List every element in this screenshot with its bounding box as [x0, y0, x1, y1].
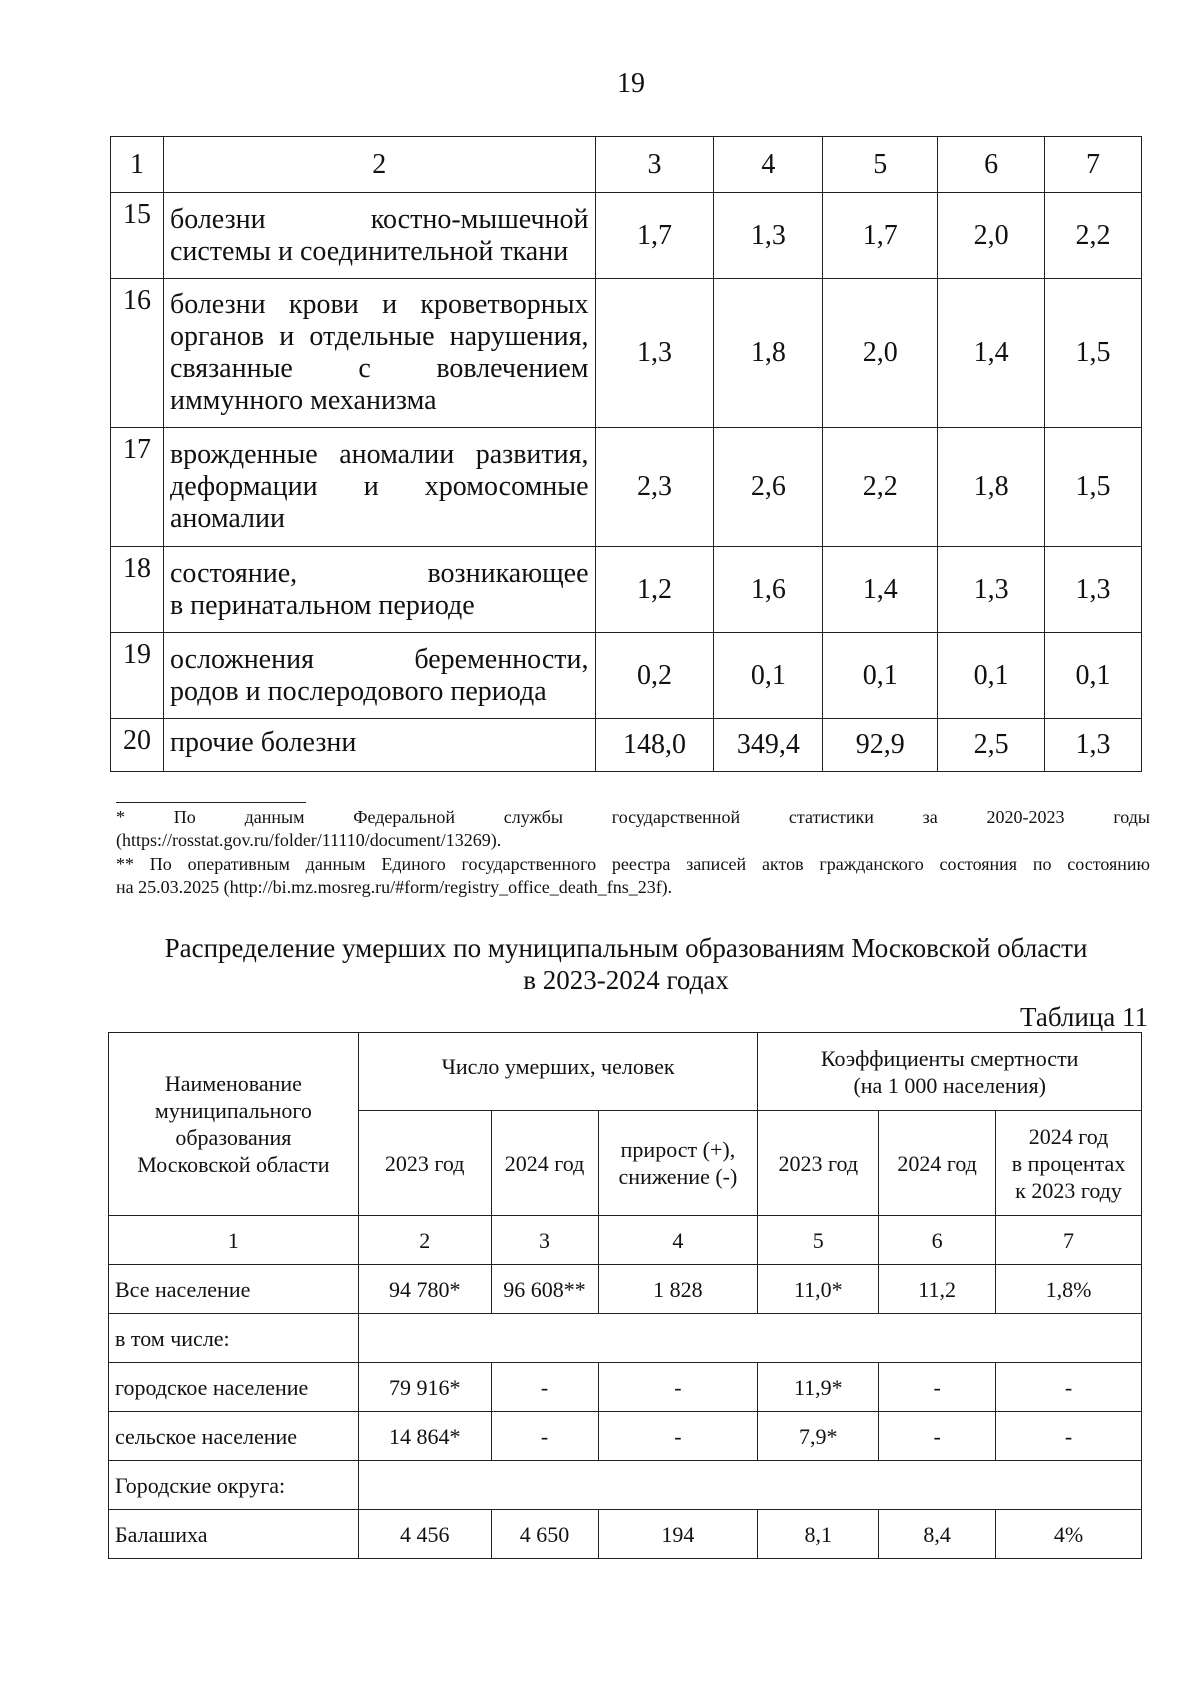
footnote-1-line1: * По данным Федеральной службы государственной статистики за 2020-2023 годы — [116, 807, 1150, 827]
footnote-2-line1: ** По оперативным данным Единого государственного реестра записей актов гражданского состояния по состоянию — [116, 854, 1150, 874]
t1-cause-line: связанные с вовлечением — [169, 353, 589, 384]
t1-value-col-4: 1,8 — [714, 279, 823, 428]
h-name-l4: Московской области — [137, 1152, 330, 1177]
t1-value-col-5: 92,9 — [823, 719, 938, 772]
t2-cell-col-6: - — [879, 1412, 996, 1461]
table-title-line1: Распределение умерших по муниципальным образованиям Московской области — [164, 933, 1088, 963]
h-pct-l1: 2024 год — [1028, 1123, 1109, 1149]
t1-value-col-6: 1,8 — [938, 428, 1045, 547]
t1-cause-line: болезни крови и кроветворных — [169, 289, 589, 320]
t2-cell-col-4: - — [598, 1363, 758, 1412]
t1-value-col-5: 1,7 — [823, 193, 938, 279]
t1-header-col-4: 4 — [714, 137, 823, 193]
t1-header-col-7: 7 — [1045, 137, 1142, 193]
h-pct — [996, 1111, 1142, 1216]
t1-value-col-3: 1,3 — [595, 279, 714, 428]
t1-value-col-6: 1,4 — [938, 279, 1045, 428]
t2-section-label: Городские округа: — [109, 1461, 359, 1510]
h-deaths-2024: 2024 год — [491, 1111, 598, 1216]
t1-cause-line: осложнения беременности, — [169, 643, 589, 675]
t2-cell-col-5: 11,9* — [758, 1363, 879, 1412]
h-growth-l2: снижение (-) — [618, 1164, 738, 1189]
h-name-l2: муниципального — [154, 1098, 312, 1123]
table-number: Таблица 11 — [1020, 1002, 1148, 1032]
t1-cause-line: системы и соединительной ткани — [169, 235, 569, 267]
h-coef-2023: 2023 год — [758, 1111, 879, 1216]
t1-value-col-3: 2,3 — [595, 428, 714, 547]
t1-row — [111, 193, 1142, 279]
deaths-by-municipality-table — [108, 1032, 1142, 1559]
t1-row-number: 20 — [111, 719, 164, 772]
t1-value-col-3: 1,2 — [595, 547, 714, 633]
t1-value-col-3: 1,7 — [595, 193, 714, 279]
footnote-1 — [116, 806, 1150, 852]
t2-row-label: сельское население — [109, 1412, 359, 1461]
t2-cell-col-5: 8,1 — [758, 1510, 879, 1559]
t1-value-col-5: 2,0 — [823, 279, 938, 428]
t1-value-col-7: 2,2 — [1045, 193, 1142, 279]
h-coef-l1: Коэффициенты смертности — [820, 1045, 1079, 1071]
column-number-row — [109, 1216, 1142, 1265]
t2-cell-col-4: 194 — [598, 1510, 758, 1559]
t1-value-col-7: 1,5 — [1045, 428, 1142, 547]
colnum-1: 1 — [109, 1216, 359, 1265]
t1-cause-line: аномалии — [169, 503, 285, 534]
header-row-1 — [109, 1033, 1142, 1111]
t1-value-col-3: 148,0 — [595, 719, 714, 772]
t1-value-col-7: 1,5 — [1045, 279, 1142, 428]
t2-cell-col-5: 7,9* — [758, 1412, 879, 1461]
h-coef-2024: 2024 год — [879, 1111, 996, 1216]
t1-cause-line: состояние, возникающее — [169, 557, 589, 589]
t2-row-label: городское население — [109, 1363, 359, 1412]
colnum-3: 3 — [491, 1216, 598, 1265]
t2-cell-col-3: 4 650 — [491, 1510, 598, 1559]
t1-row-number: 17 — [111, 428, 164, 547]
h-name-l1: Наименование — [164, 1071, 302, 1096]
t1-cause-line: болезни костно-мышечной — [169, 203, 589, 235]
t1-cause — [163, 279, 595, 428]
t1-value-col-6: 0,1 — [938, 633, 1045, 719]
t1-value-col-4: 349,4 — [714, 719, 823, 772]
h-pct-l2: в процентах — [1011, 1150, 1126, 1176]
t2-data-row — [109, 1412, 1142, 1461]
colnum-7: 7 — [996, 1216, 1142, 1265]
t2-cell-col-2: 79 916* — [358, 1363, 491, 1412]
table-title — [110, 932, 1142, 996]
t2-cell-col-6: - — [879, 1363, 996, 1412]
t1-value-col-4: 2,6 — [714, 428, 823, 547]
t2-cell-col-7: - — [996, 1363, 1142, 1412]
t1-row-number: 19 — [111, 633, 164, 719]
t1-value-col-5: 1,4 — [823, 547, 938, 633]
t1-cause — [163, 719, 595, 772]
footnote-1-line2: (https://rosstat.gov.ru/folder/11110/document/13269). — [116, 830, 502, 850]
h-name-l3: образования — [175, 1125, 292, 1150]
t1-value-col-4: 0,1 — [714, 633, 823, 719]
t2-cell-col-4: 1 828 — [598, 1265, 758, 1314]
t1-value-col-6: 1,3 — [938, 547, 1045, 633]
t2-row-label: Все население — [109, 1265, 359, 1314]
t1-header-col-6: 6 — [938, 137, 1045, 193]
colnum-2: 2 — [358, 1216, 491, 1265]
t1-header-col-5: 5 — [823, 137, 938, 193]
t2-cell-col-7: 4% — [996, 1510, 1142, 1559]
t1-row — [111, 428, 1142, 547]
t1-cause — [163, 633, 595, 719]
header-name-cell — [109, 1033, 359, 1216]
t2-data-row — [109, 1510, 1142, 1559]
t1-value-col-7: 1,3 — [1045, 547, 1142, 633]
t2-section-empty — [358, 1461, 1141, 1510]
t2-cell-col-2: 14 864* — [358, 1412, 491, 1461]
t2-cell-col-5: 11,0* — [758, 1265, 879, 1314]
t1-row — [111, 547, 1142, 633]
header-deaths-cell: Число умерших, человек — [358, 1033, 758, 1111]
page-number: 19 — [617, 68, 645, 99]
footnote-rule — [116, 802, 306, 803]
colnum-6: 6 — [879, 1216, 996, 1265]
t1-cause — [163, 547, 595, 633]
t1-row — [111, 633, 1142, 719]
t1-value-col-7: 0,1 — [1045, 633, 1142, 719]
t1-cause-line: родов и послеродового периода — [169, 675, 547, 707]
t1-cause-line: прочие болезни — [169, 727, 357, 758]
colnum-4: 4 — [598, 1216, 758, 1265]
colnum-5: 5 — [758, 1216, 879, 1265]
t1-cause-line: в перинатальном периоде — [169, 589, 475, 621]
t2-cell-col-4: - — [598, 1412, 758, 1461]
t1-cause-line: иммунного механизма — [169, 385, 437, 416]
t1-header-col-1: 1 — [111, 137, 164, 193]
t1-cause-line: деформации и хромосомные — [169, 471, 589, 502]
t2-section-row — [109, 1461, 1142, 1510]
t1-row-number: 15 — [111, 193, 164, 279]
t2-section-empty — [358, 1314, 1141, 1363]
t2-cell-col-6: 11,2 — [879, 1265, 996, 1314]
t1-row-number: 16 — [111, 279, 164, 428]
t1-header-col-2: 2 — [163, 137, 595, 193]
table-title-line2: в 2023-2024 годах — [523, 965, 729, 995]
t2-cell-col-3: - — [491, 1412, 598, 1461]
footnote-2 — [116, 853, 1150, 899]
t2-cell-col-7: - — [996, 1412, 1142, 1461]
t1-value-col-6: 2,0 — [938, 193, 1045, 279]
footnote-2-line2: на 25.03.2025 (http://bi.mz.mosreg.ru/#form/registry_office_death_fns_23f). — [116, 877, 673, 897]
t2-section-row — [109, 1314, 1142, 1363]
t1-row — [111, 279, 1142, 428]
t2-cell-col-2: 4 456 — [358, 1510, 491, 1559]
h-coef-l2: (на 1 000 населения) — [853, 1072, 1046, 1098]
t2-cell-col-3: - — [491, 1363, 598, 1412]
t1-cause — [163, 193, 595, 279]
t1-header-row — [111, 137, 1142, 193]
t2-cell-col-6: 8,4 — [879, 1510, 996, 1559]
t1-value-col-5: 2,2 — [823, 428, 938, 547]
t1-value-col-5: 0,1 — [823, 633, 938, 719]
t1-value-col-4: 1,3 — [714, 193, 823, 279]
t1-value-col-3: 0,2 — [595, 633, 714, 719]
t1-cause-line: врожденные аномалии развития, — [169, 439, 589, 470]
t2-row-label: Балашиха — [109, 1510, 359, 1559]
t1-row-number: 18 — [111, 547, 164, 633]
h-deaths-2023: 2023 год — [358, 1111, 491, 1216]
t2-cell-col-7: 1,8% — [996, 1265, 1142, 1314]
h-growth — [598, 1111, 758, 1216]
h-growth-l1: прирост (+), — [620, 1137, 736, 1162]
t1-value-col-4: 1,6 — [714, 547, 823, 633]
t1-cause — [163, 428, 595, 547]
t2-data-row — [109, 1265, 1142, 1314]
t2-section-label: в том числе: — [109, 1314, 359, 1363]
t2-data-row — [109, 1363, 1142, 1412]
causes-of-death-table — [110, 136, 1142, 772]
t1-header-col-3: 3 — [595, 137, 714, 193]
t1-row — [111, 719, 1142, 772]
t1-cause-line: органов и отдельные нарушения, — [169, 321, 589, 352]
header-coef-cell — [758, 1033, 1142, 1111]
t2-cell-col-2: 94 780* — [358, 1265, 491, 1314]
t2-cell-col-3: 96 608** — [491, 1265, 598, 1314]
h-pct-l3: к 2023 году — [1015, 1177, 1122, 1203]
t1-value-col-7: 1,3 — [1045, 719, 1142, 772]
t1-value-col-6: 2,5 — [938, 719, 1045, 772]
